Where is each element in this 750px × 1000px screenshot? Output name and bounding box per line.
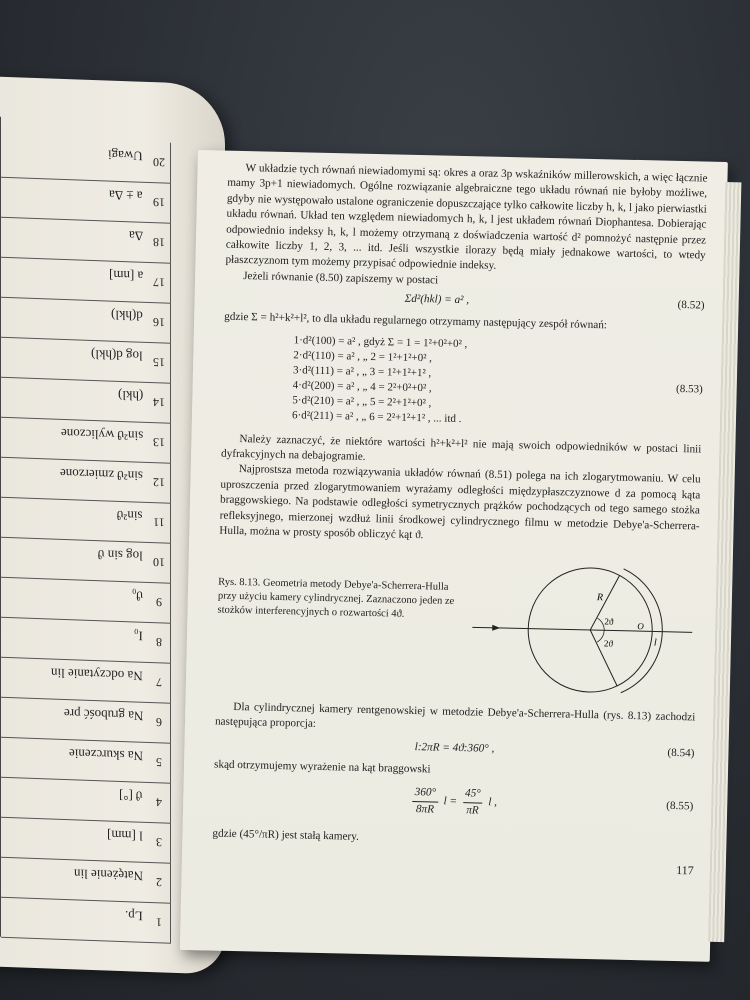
column-label: (hkl) [117, 387, 143, 404]
column-number: 20 [148, 142, 171, 183]
equation-number: (8.52) [677, 299, 705, 312]
column-number: 11 [148, 502, 171, 543]
table-column-11 [1, 497, 171, 544]
system-line: 4·d²(200) = a² , „ 4 = 2²+0²+0² , [292, 378, 432, 395]
equation-end: l , [488, 796, 498, 809]
table-column-4 [1, 777, 171, 824]
right-page [180, 150, 728, 962]
equation-number: (8.53) [675, 382, 703, 396]
paragraph-6: Dla cylindrycznej kamery rentgenowskiej w metodzie Debye'a-Scherrera-Hulla (rys. 8.13) zachodzi następująca proporcja: [214, 700, 696, 730]
column-number: 15 [148, 342, 171, 383]
column-label: log d(hkl) [91, 346, 143, 364]
system-line: 1·d²(100) = a² , gdyż Σ = 1 = 1²+0²+0² , [293, 333, 468, 350]
column-label: sin²ϑ wyliczone [60, 425, 143, 444]
column-number: 14 [148, 382, 171, 423]
paragraph-5: Najprostsza metoda rozwiązywania układów równań (8.51) polega na ich zlogarytmowaniu. W celu uproszczenia przed zlogarytmowaniem wyrażamy odległości międzypłaszczyznowe d za pomocą kąta braggowskiego. Na podstawie odległości symetrycznych prążków pochodzących od tego samego stożka refleksyjnego, mierzonej wzdłuż linii środkowej cylindrycznego filmu w metodzie Debye'a-Scherrera-Hulla, można w prosty sposób obliczyć kąt ϑ. [219, 463, 701, 542]
column-number: 12 [148, 462, 171, 503]
column-label: I₀ [134, 628, 143, 644]
table-column-2 [1, 857, 171, 904]
angle-label-lower: 2ϑ [603, 637, 614, 649]
column-number: 19 [148, 182, 171, 223]
table-column-16 [1, 297, 171, 344]
column-label: ϑ [°] [119, 787, 143, 804]
table-column-6 [1, 697, 171, 744]
column-label: sin²ϑ [117, 507, 143, 524]
origin-label: O [637, 620, 644, 631]
column-label: Uwagi [108, 147, 143, 164]
column-number: 18 [148, 222, 171, 263]
table-column-3 [1, 817, 171, 864]
column-number: 13 [148, 422, 171, 463]
column-label: d(hkl) [111, 307, 143, 324]
column-label: Na skurczenie [69, 746, 143, 764]
column-number: 17 [148, 262, 171, 303]
equation-number: (8.54) [667, 747, 695, 760]
figure-caption: Rys. 8.13. Geometria metody Debye'a-Scherrera-Hulla przy użyciu kamery cylindrycznej. Zaznaczono jeden ze stożków interferencyjnych o rozwartości 4ϑ. [217, 576, 455, 620]
column-number: 1 [148, 902, 171, 943]
table-column-20 [1, 137, 171, 184]
column-number: 9 [148, 582, 171, 623]
equation-8-55 [213, 781, 694, 824]
column-number: 8 [148, 622, 171, 663]
column-label: a [nm] [108, 267, 143, 284]
table-column-19 [1, 177, 171, 224]
system-line: 3·d²(111) = a² , „ 3 = 1²+1²+1² , [292, 363, 432, 380]
column-label: a ± Δa [109, 187, 143, 204]
column-label: log sin ϑ [98, 547, 143, 564]
column-number: 6 [148, 702, 171, 743]
system-line: 2·d²(110) = a² , „ 2 = 1²+1²+0² , [293, 348, 433, 365]
column-label: l [mm] [107, 827, 143, 844]
column-number: 5 [148, 742, 171, 783]
column-number: 3 [148, 822, 171, 863]
paragraph-4: Należy zaznaczyć, że niektóre wartości h²+k²+l² nie mają swoich odpowiedników w postaci linii dyfrakcyjnych na debajogramie. [220, 432, 702, 463]
column-number: 4 [148, 782, 171, 823]
page-number: 117 [676, 863, 694, 878]
table-column-5 [1, 737, 171, 784]
table-column-9 [1, 577, 171, 624]
paragraph-3: gdzie Σ = h²+k²+l², to dla układu regularnego otrzymamy następujący zespół równań: [224, 310, 608, 332]
table-column-17 [1, 257, 171, 304]
rotated-table [0, 117, 171, 943]
column-label: ϑ₀ [132, 588, 143, 604]
paragraph-2: Jeżeli równanie (8.50) zapiszemy w postaci [243, 269, 439, 287]
denominator: 8πR [415, 802, 435, 816]
table-column-18 [1, 217, 171, 264]
equation-system-8-53 [222, 331, 704, 436]
numerator: 360° [413, 785, 439, 802]
angle-label-upper: 2ϑ [604, 615, 614, 627]
paragraph-7: skąd otrzymujemy wyrażenie na kąt braggowski [213, 758, 431, 776]
equation-number: (8.55) [666, 799, 694, 813]
column-number: 16 [148, 302, 171, 343]
system-line: 6·d²(211) = a² , „ 6 = 2²+1²+1² , ... itd . [291, 408, 462, 425]
table-column-12 [1, 457, 171, 504]
numerator: 45° [463, 786, 483, 803]
column-number: 7 [148, 662, 171, 703]
table-column-10 [1, 537, 171, 584]
column-label: Natężenie lin [74, 866, 143, 884]
system-line: 5·d²(210) = a² , „ 5 = 2²+1²+0² , [292, 393, 432, 410]
fraction-1 [412, 785, 438, 817]
column-number: 2 [148, 862, 171, 903]
column-label: Na odczytanie lin [51, 665, 143, 684]
figure-8-13 [216, 549, 699, 710]
table-column-13 [1, 417, 171, 464]
column-label: sin²ϑ zmierzone [60, 465, 143, 484]
fraction-2 [462, 786, 482, 818]
radius-label: R [596, 591, 604, 603]
table-column-8 [1, 617, 171, 664]
table-column-15 [1, 337, 171, 384]
equation-text: Σd²(hkl) = a² , [404, 292, 470, 307]
denominator: πR [466, 803, 479, 817]
table-column-14 [1, 377, 171, 424]
camera-geometry-diagram [471, 555, 699, 705]
column-label: Lp. [125, 908, 143, 924]
arc-length-label: l [653, 636, 657, 649]
beam-axis [472, 627, 692, 632]
beam-arrow-icon [492, 624, 500, 630]
equation-middle: l = [443, 795, 458, 808]
column-number: 10 [148, 542, 171, 583]
table-column-1 [1, 897, 171, 944]
page-edge [708, 182, 741, 942]
column-label: Na grubość pre [63, 705, 143, 724]
page-content [212, 161, 707, 853]
equation-text: l:2πR = 4ϑ:360° , [414, 741, 495, 756]
paragraph-8: gdzie (45°/πR) jest stałą kamery. [212, 827, 360, 843]
paragraph-1: W układzie tych równań niewiadomymi są: okres a oraz 3p wskaźników millerowskich, a więc łącznie mamy 3p+1 niewiadomych. Ogólne rozwiązanie algebraiczne tego układu równań nie byłoby możliwe, gdyby nie występowało ustalone ograniczenie dopuszczające tylko całkowite liczby h, k, l jako pierwiastki układu równań. Układ ten względem niewiadomych h, k, l jest układem równań Diophantesa. Dobierając odpowiednio indeksy h, k, l możemy otrzymaną z doświadczenia wartość d² pomnożyć następnie przez całkowite liczby 1, 2, 3, ... itd. Jeśli wszystkie ilorazy będą miały jednakowe wartości, to wtedy płaszczyznom tym możemy przypisać odpowiednie indeksy. [225, 162, 708, 273]
table-column-7 [1, 657, 171, 704]
column-label: Δa [128, 228, 143, 244]
